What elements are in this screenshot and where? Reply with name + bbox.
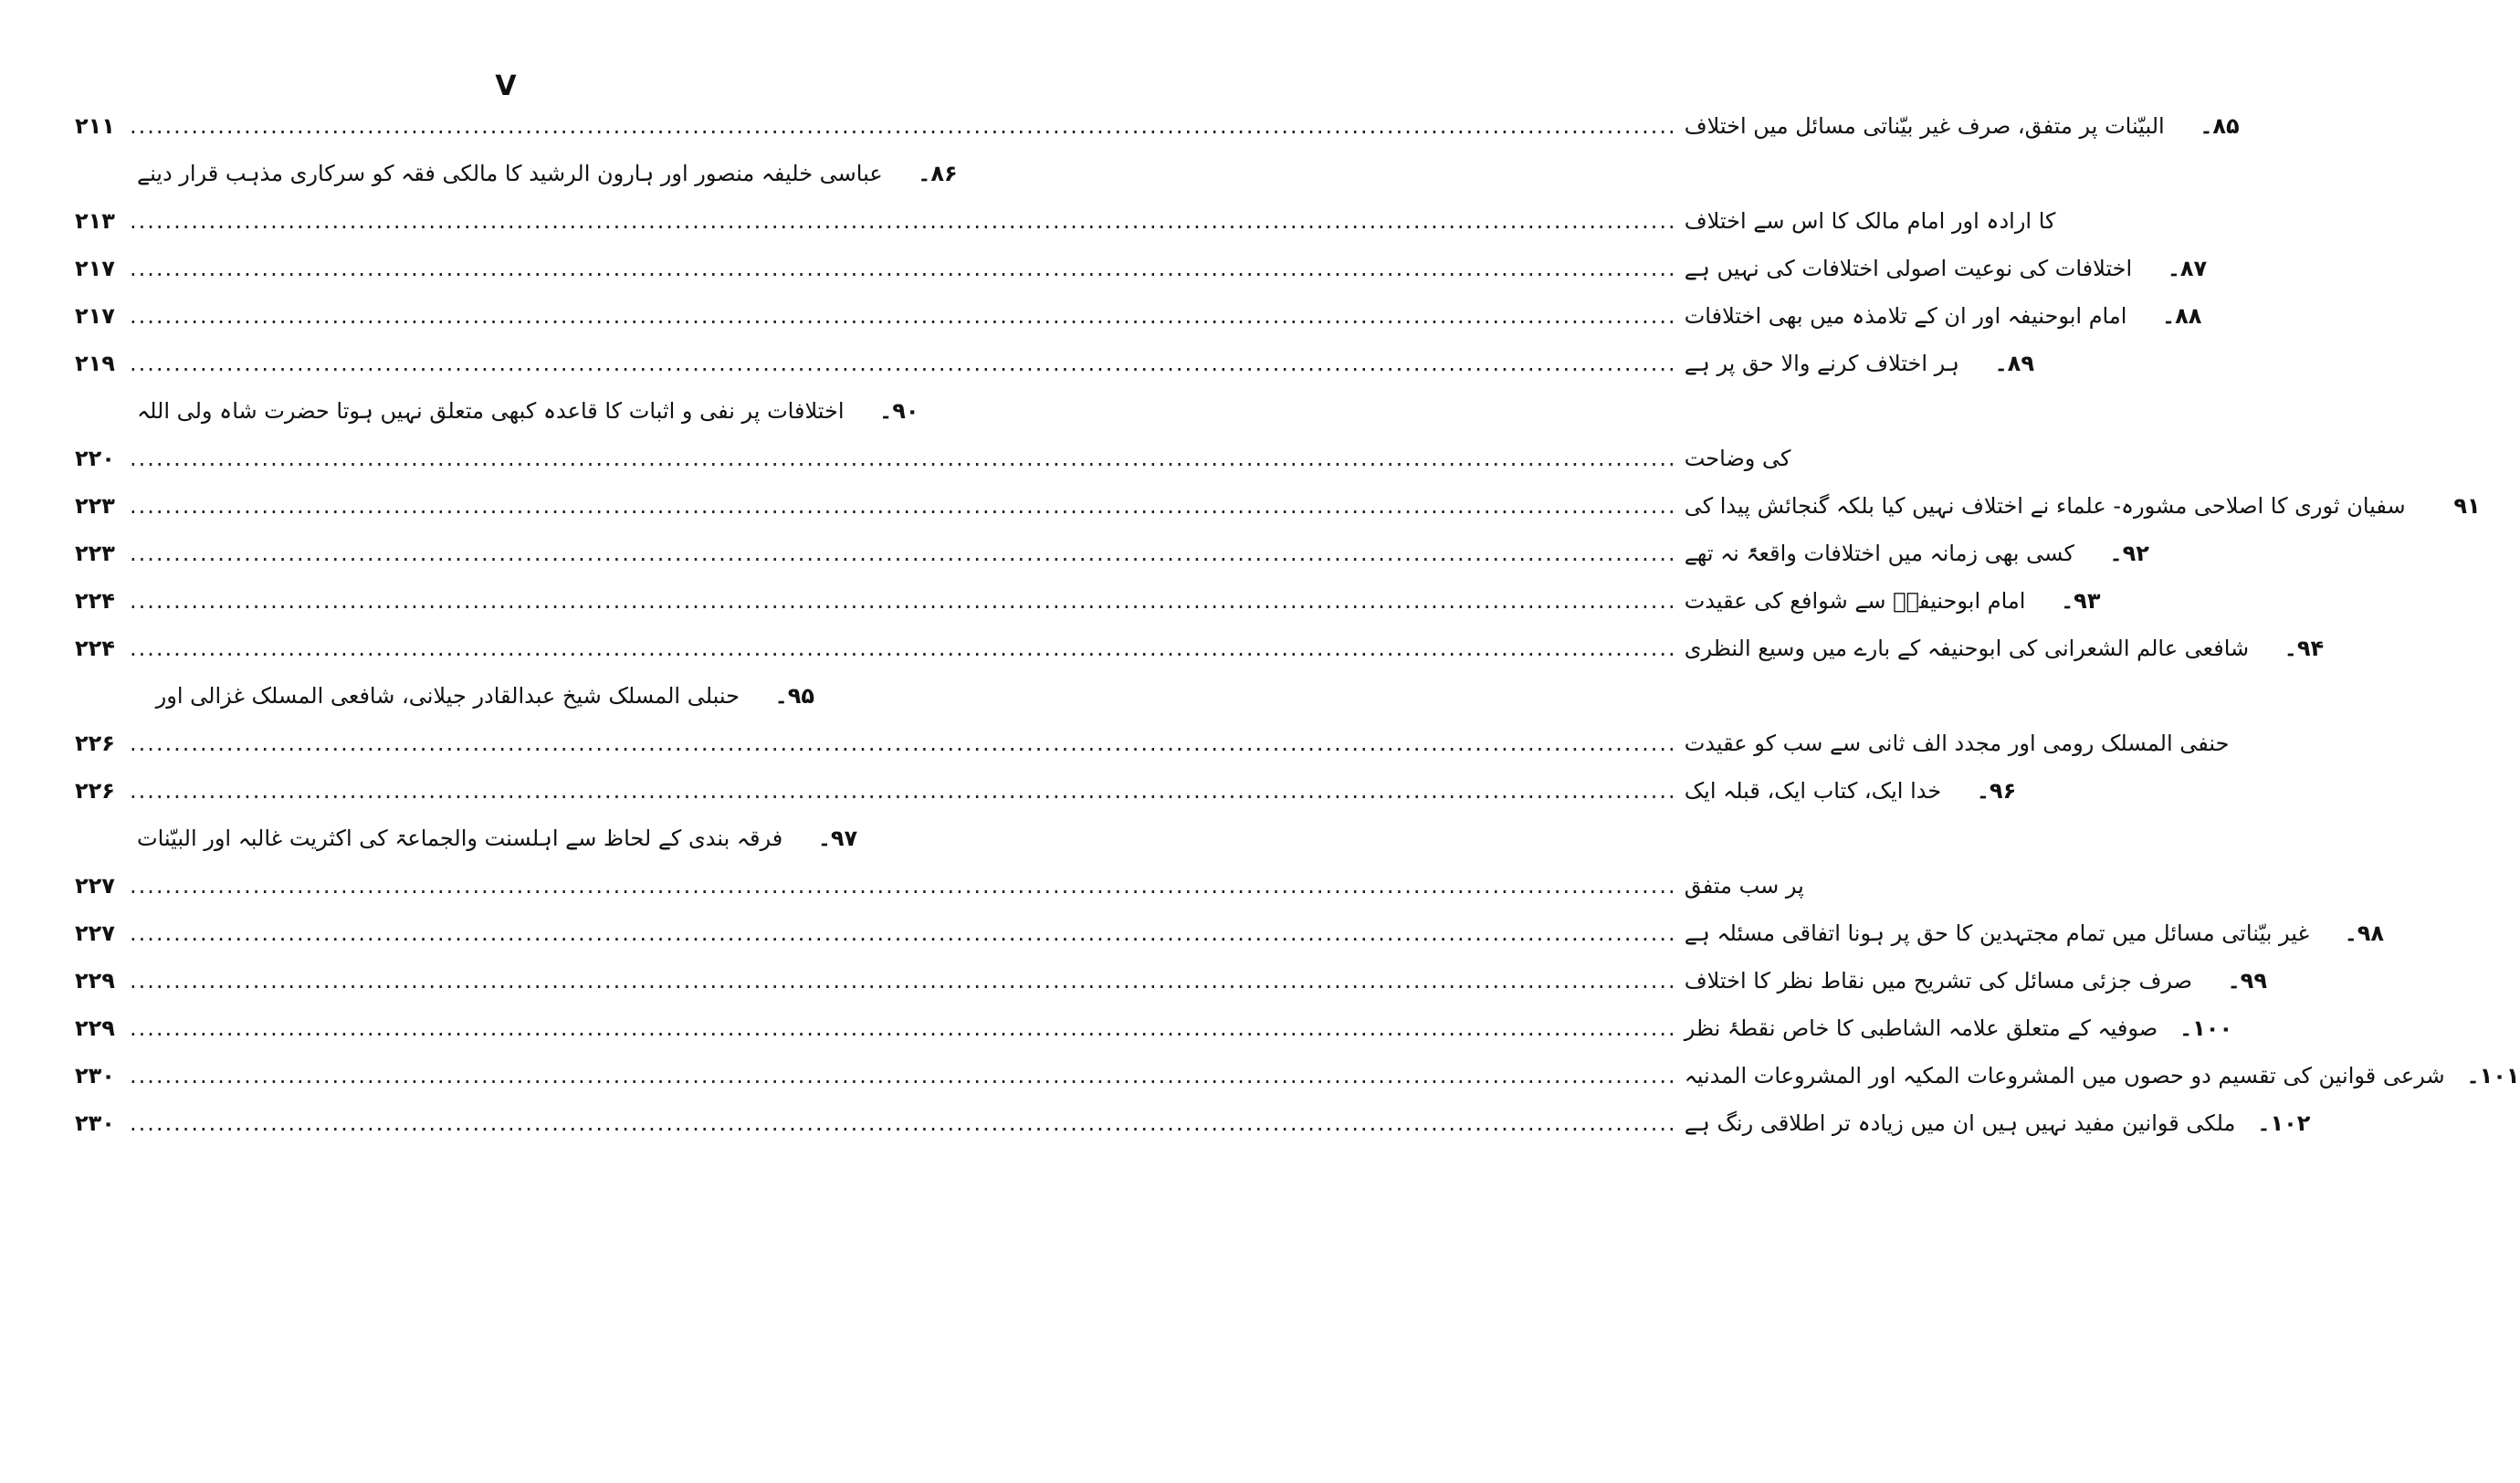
entry-page-number: ۲۱۷ bbox=[75, 256, 115, 281]
entry-number: ۱۰۱۔ bbox=[2466, 1063, 2520, 1089]
entry-title: حنبلی المسلک شیخ عبدالقادر جیلانی، شافعی المسلک غزالی اور bbox=[155, 683, 740, 709]
toc-entry[interactable] bbox=[75, 1099, 2311, 1147]
toc-entry[interactable] bbox=[75, 767, 2017, 815]
toc-entry[interactable] bbox=[75, 672, 814, 720]
toc-entry-continuation[interactable] bbox=[75, 720, 2230, 767]
toc-entry[interactable] bbox=[75, 1004, 2233, 1052]
toc-entry[interactable] bbox=[75, 910, 2385, 957]
entry-page-number: ۲۲۰ bbox=[75, 446, 115, 471]
entry-number: ۹۲۔ bbox=[2109, 541, 2149, 566]
entry-title: شرعی قوانین کی تقسیم دو حصوں میں المشروعات المکیہ اور المشروعات المدنیہ bbox=[1684, 1063, 2445, 1089]
entry-number: ۹۴۔ bbox=[2284, 636, 2325, 661]
entry-number: ۹۱ bbox=[2453, 493, 2481, 519]
entry-page-number: ۲۲۷ bbox=[75, 873, 115, 899]
toc-entry-continuation[interactable] bbox=[75, 862, 1804, 910]
leader-dots bbox=[130, 435, 1677, 482]
entry-page-number: ۲۱۱ bbox=[75, 113, 115, 139]
entry-title: کا ارادہ اور امام مالک کا اس سے اختلاف bbox=[1684, 208, 2056, 234]
entry-number: ۹۳۔ bbox=[2061, 588, 2101, 614]
entry-number: ۹۹۔ bbox=[2227, 968, 2267, 994]
entry-title: امام ابوحنیفہؒ سے شوافع کی عقیدت bbox=[1684, 588, 2026, 614]
entry-number: ۹۸۔ bbox=[2344, 920, 2385, 946]
entry-title: کی وضاحت bbox=[1684, 446, 1791, 471]
toc-entry[interactable] bbox=[75, 150, 958, 197]
entry-number: ۸۶۔ bbox=[918, 161, 958, 186]
entry-title: عباسی خلیفہ منصور اور ہارون الرشید کا مالکی فقہ کو سرکاری مذہب قرار دینے bbox=[137, 161, 883, 186]
entry-page-number: ۲۲۳ bbox=[75, 493, 115, 519]
toc-entry-continuation[interactable] bbox=[75, 435, 1791, 482]
toc-entry[interactable] bbox=[75, 482, 2481, 530]
leader-dots bbox=[130, 1099, 1677, 1147]
entry-title: اختلافات کی نوعیت اصولی اختلافات کی نہیں ہے bbox=[1684, 256, 2133, 281]
entry-page-number: ۲۱۳ bbox=[75, 208, 115, 234]
entry-page-number: ۲۲۶ bbox=[75, 731, 115, 756]
toc-entry-continuation[interactable] bbox=[75, 197, 2056, 245]
entry-number: ۸۹۔ bbox=[1994, 351, 2034, 376]
entry-page-number: ۲۲۹ bbox=[75, 1015, 115, 1041]
leader-dots bbox=[130, 1004, 1677, 1052]
leader-dots bbox=[130, 102, 1677, 150]
entry-title: شافعی عالم الشعرانی کی ابوحنیفہ کے بارے میں وسیع النظری bbox=[1684, 636, 2250, 661]
entry-page-number: ۲۲۶ bbox=[75, 778, 115, 804]
entry-title: پر سب متفق bbox=[1684, 873, 1804, 899]
entry-page-number: ۲۲۹ bbox=[75, 968, 115, 994]
entry-number: ۱۰۲۔ bbox=[2257, 1110, 2311, 1136]
leader-dots bbox=[130, 767, 1677, 815]
leader-dots bbox=[130, 625, 1677, 672]
leader-dots bbox=[130, 197, 1677, 245]
entry-page-number: ۲۲۷ bbox=[75, 920, 115, 946]
toc-entry[interactable] bbox=[75, 1052, 2520, 1099]
entry-title: اختلافات پر نفی و اثبات کا قاعدہ کبھی متعلق نہیں ہوتا حضرت شاہ ولی اللہ bbox=[137, 398, 845, 424]
page-number: V bbox=[495, 70, 517, 102]
leader-dots bbox=[130, 862, 1677, 910]
entry-title: صوفیہ کے متعلق علامہ الشاطبی کا خاص نقطۂ نظر bbox=[1684, 1015, 2158, 1041]
leader-dots bbox=[130, 910, 1677, 957]
entry-title: ملکی قوانین مفید نہیں ہیں ان میں زیادہ تر اطلاقی رنگ ہے bbox=[1684, 1110, 2236, 1136]
leader-dots bbox=[130, 530, 1677, 577]
entry-page-number: ۲۲۴ bbox=[75, 588, 115, 614]
toc-entry[interactable] bbox=[75, 577, 2101, 625]
leader-dots bbox=[130, 482, 1677, 530]
entry-title: کسی بھی زمانہ میں اختلافات واقعۃً نہ تھے bbox=[1684, 541, 2074, 566]
entry-number: ۸۷۔ bbox=[2167, 256, 2208, 281]
entry-number: ۹۵۔ bbox=[774, 683, 814, 709]
leader-dots bbox=[130, 720, 1677, 767]
entry-title: خدا ایک، کتاب ایک، قبلہ ایک bbox=[1684, 778, 1942, 804]
entry-title: البیّنات پر متفق، صرف غیر بیّناتی مسائل میں اختلاف bbox=[1684, 113, 2165, 139]
entry-number: ۹۷۔ bbox=[817, 826, 858, 851]
leader-dots bbox=[130, 340, 1677, 387]
entry-number: ۹۰۔ bbox=[879, 398, 919, 424]
leader-dots bbox=[130, 957, 1677, 1004]
leader-dots bbox=[130, 245, 1677, 292]
leader-dots bbox=[130, 1052, 1677, 1099]
entry-number: ۱۰۰۔ bbox=[2179, 1015, 2233, 1041]
entry-number: ۸۵۔ bbox=[2200, 113, 2240, 139]
entry-title: حنفی المسلک رومی اور مجدد الف ثانی سے سب کو عقیدت bbox=[1684, 731, 2230, 756]
entry-page-number: ۲۱۹ bbox=[75, 351, 115, 376]
entry-page-number: ۲۳۰ bbox=[75, 1063, 115, 1089]
toc-entry[interactable] bbox=[75, 815, 858, 862]
entry-page-number: ۲۱۷ bbox=[75, 303, 115, 329]
table-of-contents bbox=[75, 102, 2520, 1147]
entry-title: غیر بیّناتی مسائل میں تمام مجتہدین کا حق پر ہونا اتفاقی مسئلہ ہے bbox=[1684, 920, 2310, 946]
toc-entry[interactable] bbox=[75, 530, 2149, 577]
toc-entry[interactable] bbox=[75, 292, 2202, 340]
entry-page-number: ۲۲۴ bbox=[75, 636, 115, 661]
entry-title: فرقہ بندی کے لحاظ سے اہلسنت والجماعۃ کی اکثریت غالبہ اور البیّنات bbox=[137, 826, 783, 851]
entry-number: ۹۶۔ bbox=[1976, 778, 2017, 804]
leader-dots bbox=[130, 292, 1677, 340]
leader-dots bbox=[130, 577, 1677, 625]
entry-title: امام ابوحنیفہ اور ان کے تلامذہ میں بھی اختلافات bbox=[1684, 303, 2127, 329]
entry-title: ہر اختلاف کرنے والا حق پر ہے bbox=[1684, 351, 1959, 376]
entry-title: صرف جزئی مسائل کی تشریح میں نقاط نظر کا اختلاف bbox=[1684, 968, 2192, 994]
toc-entry[interactable] bbox=[75, 102, 2240, 150]
toc-entry[interactable] bbox=[75, 957, 2267, 1004]
entry-page-number: ۲۲۳ bbox=[75, 541, 115, 566]
toc-entry[interactable] bbox=[75, 625, 2325, 672]
entry-title: سفیان ثوری کا اصلاحی مشورہ- علماء نے اختلاف نہیں کیا بلکہ گنجائش پیدا کی bbox=[1684, 493, 2406, 519]
toc-entry[interactable] bbox=[75, 245, 2208, 292]
toc-entry[interactable] bbox=[75, 340, 2034, 387]
entry-page-number: ۲۳۰ bbox=[75, 1110, 115, 1136]
toc-entry[interactable] bbox=[75, 387, 919, 435]
entry-number: ۸۸۔ bbox=[2162, 303, 2202, 329]
